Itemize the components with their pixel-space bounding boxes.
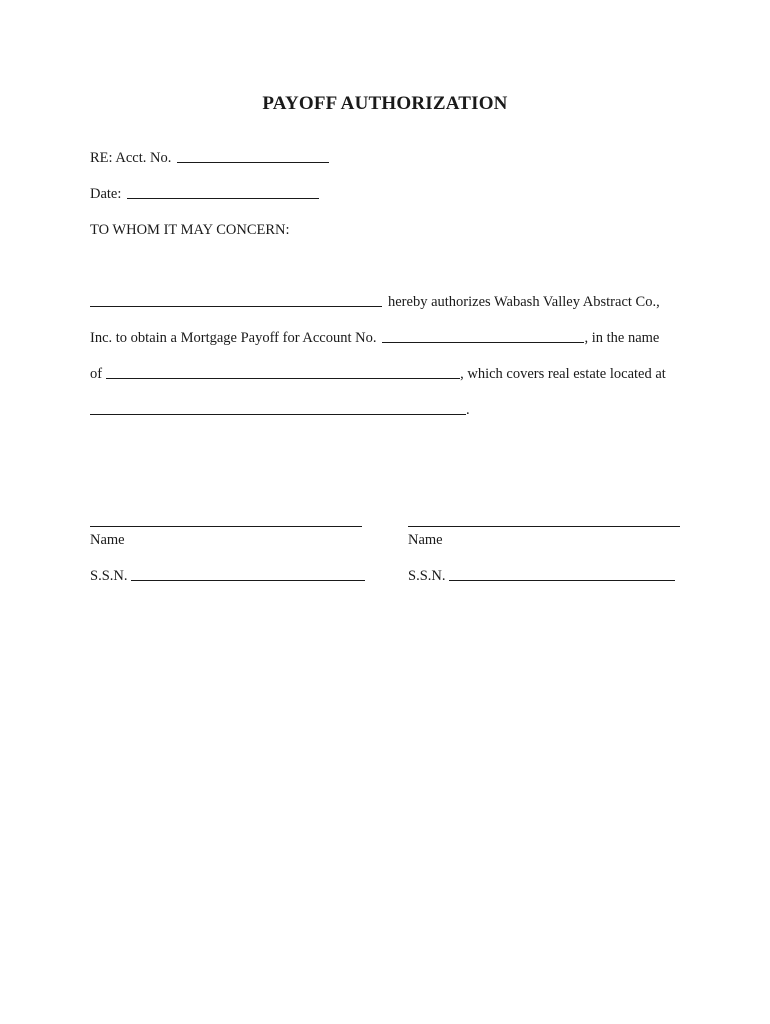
account-number-label: RE: Acct. No. <box>90 150 172 166</box>
ssn-row-1 <box>90 568 365 585</box>
account-number-row <box>90 150 329 167</box>
ssn-label-1: S.S.N. <box>90 568 128 584</box>
date-row <box>90 186 319 203</box>
paragraph-line-1-text: hereby authorizes Wabash Valley Abstract Co., <box>388 294 660 310</box>
ssn-field-1[interactable] <box>131 579 365 581</box>
ssn-row-2 <box>408 568 675 585</box>
owner-name-field[interactable] <box>106 377 460 379</box>
authorizing-party-field[interactable] <box>90 305 382 307</box>
paragraph-line-1 <box>90 294 660 311</box>
date-label: Date: <box>90 186 122 202</box>
salutation <box>90 222 290 239</box>
account-number-field[interactable] <box>177 161 329 163</box>
signature-line-1[interactable] <box>90 526 362 527</box>
salutation-text: TO WHOM IT MAY CONCERN: <box>90 222 290 238</box>
paragraph-line-4 <box>90 402 470 419</box>
date-field[interactable] <box>127 197 319 199</box>
signature-line-2[interactable] <box>408 526 680 527</box>
ssn-label-2: S.S.N. <box>408 568 446 584</box>
paragraph-line-3-text: , which covers real estate located at <box>460 366 666 382</box>
paragraph-line-2 <box>90 330 659 347</box>
paragraph-line-2-text: Inc. to obtain a Mortgage Payoff for Account No. <box>90 330 377 346</box>
paragraph-line-2-suffix: , in the name <box>584 330 660 346</box>
signature-name-label-1: Name <box>90 532 125 548</box>
document-title: PAYOFF AUTHORIZATION <box>262 93 508 114</box>
paragraph-line-4-end: . <box>466 402 470 418</box>
signature-name-label-2: Name <box>408 532 443 548</box>
payoff-account-number-field[interactable] <box>382 341 584 343</box>
property-location-field[interactable] <box>90 413 466 415</box>
paragraph-line-3 <box>90 366 666 383</box>
ssn-field-2[interactable] <box>449 579 675 581</box>
paragraph-line-3-prefix: of <box>90 366 103 382</box>
